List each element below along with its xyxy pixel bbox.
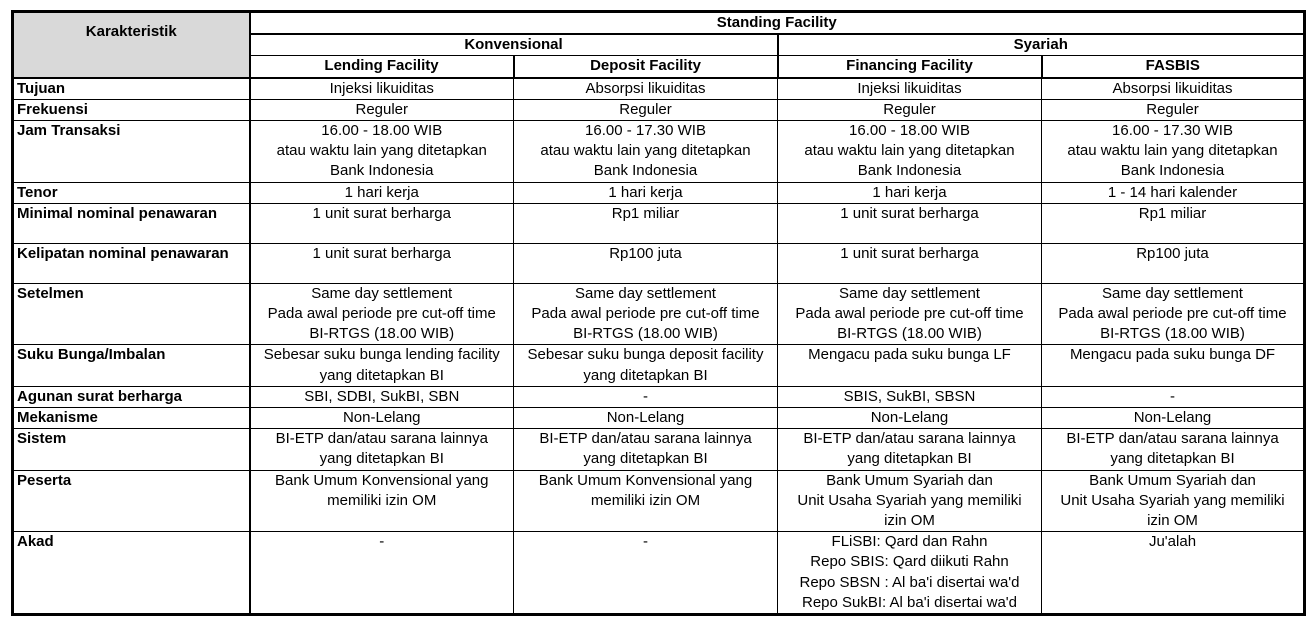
cell-line: 1 hari kerja — [872, 183, 947, 201]
cell-line: Bank Umum Konvensional yang — [275, 471, 489, 489]
table-cell — [250, 182, 514, 203]
cell-line: 1 unit surat berharga — [840, 204, 979, 222]
row-label: Jam Transaksi — [13, 121, 250, 183]
cell-line: izin OM — [1147, 512, 1198, 530]
table-cell — [250, 78, 514, 100]
table-row — [13, 429, 1305, 470]
table-cell — [514, 182, 778, 203]
column-header-financing-facility: Financing Facility — [778, 56, 1042, 78]
table-cell — [1042, 283, 1305, 345]
cell-line: BI-ETP dan/atau sarana lainnya — [803, 430, 1016, 448]
table-row — [13, 203, 1305, 243]
cell-line: 1 hari kerja — [344, 183, 419, 201]
table-cell — [514, 243, 778, 283]
table-cell — [1042, 386, 1305, 407]
row-label: Kelipatan nominal penawaran — [13, 243, 250, 283]
table-cell — [1042, 99, 1305, 120]
table-row — [13, 182, 1305, 203]
cell-line: Pada awal periode pre cut-off time — [267, 305, 496, 323]
cell-line: 1 unit surat berharga — [312, 244, 451, 262]
cell-line: yang ditetapkan BI — [319, 366, 444, 384]
column-header-lending-facility: Lending Facility — [250, 56, 514, 78]
table-cell — [778, 121, 1042, 183]
table-cell — [778, 429, 1042, 470]
cell-line: BI-RTGS (18.00 WIB) — [837, 325, 982, 343]
cell-line: Absorpsi likuiditas — [1112, 79, 1233, 97]
table-row — [13, 386, 1305, 407]
cell-line: - — [1170, 387, 1175, 405]
standing-facility-header: Standing Facility — [250, 12, 1305, 35]
table-cell — [778, 345, 1042, 386]
table-cell — [1042, 429, 1305, 470]
row-label: Tenor — [13, 182, 250, 203]
table-cell — [514, 99, 778, 120]
table-cell — [1042, 121, 1305, 183]
cell-line: BI-ETP dan/atau sarana lainnya — [275, 430, 488, 448]
table-cell — [778, 470, 1042, 532]
table-cell — [1042, 532, 1305, 615]
cell-line: yang ditetapkan BI — [847, 450, 972, 468]
table-cell — [778, 243, 1042, 283]
table-cell — [250, 429, 514, 470]
table-cell — [250, 243, 514, 283]
table-row — [13, 99, 1305, 120]
cell-line: Injeksi likuiditas — [329, 79, 434, 97]
row-label: Minimal nominal penawaran — [13, 203, 250, 243]
table-body — [13, 78, 1305, 615]
row-label: Setelmen — [13, 283, 250, 345]
cell-line: Repo SBIS: Qard diikuti Rahn — [810, 553, 1009, 571]
cell-line: Bank Indonesia — [1120, 162, 1225, 180]
row-label: Agunan surat berharga — [13, 386, 250, 407]
table-row — [13, 78, 1305, 100]
cell-line: Non-Lelang — [1133, 409, 1212, 427]
cell-line: BI-ETP dan/atau sarana lainnya — [539, 430, 752, 448]
table-cell — [514, 386, 778, 407]
cell-line: Bank Umum Syariah dan — [1089, 471, 1256, 489]
cell-line: 16.00 - 17.30 WIB — [585, 122, 706, 140]
table-cell — [250, 470, 514, 532]
table-cell — [1042, 243, 1305, 283]
cell-line: atau waktu lain yang ditetapkan — [1067, 142, 1278, 160]
table-row — [13, 121, 1305, 183]
table-cell — [514, 532, 778, 615]
cell-line: Non-Lelang — [342, 409, 421, 427]
row-label: Suku Bunga/Imbalan — [13, 345, 250, 386]
cell-line: 1 hari kerja — [608, 183, 683, 201]
cell-line: Bank Indonesia — [593, 162, 698, 180]
standing-facility-table — [11, 10, 1306, 616]
cell-line: Pada awal periode pre cut-off time — [531, 305, 760, 323]
cell-line: Absorpsi likuiditas — [585, 79, 706, 97]
cell-line: Bank Indonesia — [857, 162, 962, 180]
table-cell — [1042, 182, 1305, 203]
cell-line: Repo SukBI: Al ba'i disertai wa'd — [801, 593, 1017, 611]
cell-line: Bank Umum Syariah dan — [826, 471, 993, 489]
cell-line: SBIS, SukBI, SBSN — [843, 387, 976, 405]
row-label: Peserta — [13, 470, 250, 532]
cell-line: memiliki izin OM — [590, 491, 701, 509]
cell-line: 16.00 - 18.00 WIB — [321, 122, 443, 140]
row-label: Mekanisme — [13, 408, 250, 429]
cell-line: Mengacu pada suku bunga LF — [808, 346, 1011, 364]
column-header-deposit-facility: Deposit Facility — [514, 56, 778, 78]
table-cell — [250, 203, 514, 243]
cell-line: Ju'alah — [1148, 533, 1197, 551]
table-cell — [778, 182, 1042, 203]
cell-line: Rp1 miliar — [611, 204, 680, 222]
cell-line: - — [643, 387, 648, 405]
table-cell — [1042, 78, 1305, 100]
table-cell — [250, 283, 514, 345]
table-row — [13, 408, 1305, 429]
table-cell — [514, 408, 778, 429]
table-cell — [778, 386, 1042, 407]
cell-line: memiliki izin OM — [327, 491, 437, 509]
cell-line: Reguler — [1146, 100, 1199, 118]
cell-line: Rp100 juta — [609, 244, 682, 262]
cell-line: Same day settlement — [575, 284, 716, 302]
cell-line: Unit Usaha Syariah yang memiliki — [1060, 491, 1285, 509]
cell-line: atau waktu lain yang ditetapkan — [276, 142, 487, 160]
column-header-fasbis: FASBIS — [1042, 56, 1305, 78]
cell-line: atau waktu lain yang ditetapkan — [804, 142, 1015, 160]
cell-line: BI-RTGS (18.00 WIB) — [309, 325, 455, 343]
cell-line: atau waktu lain yang ditetapkan — [540, 142, 751, 160]
konvensional-header: Konvensional — [250, 34, 778, 56]
cell-line: Rp100 juta — [1136, 244, 1209, 262]
table-cell — [514, 345, 778, 386]
cell-line: Same day settlement — [1102, 284, 1243, 302]
cell-line: Reguler — [619, 100, 672, 118]
row-label: Akad — [13, 532, 250, 615]
cell-line: Reguler — [883, 100, 936, 118]
row-label: Tujuan — [13, 78, 250, 100]
table-row — [13, 283, 1305, 345]
cell-line: Reguler — [355, 100, 409, 118]
table-cell — [778, 532, 1042, 615]
cell-line: 1 unit surat berharga — [840, 244, 979, 262]
table-cell — [514, 78, 778, 100]
table-cell — [1042, 470, 1305, 532]
cell-line: Sebesar suku bunga lending facility — [263, 346, 500, 364]
cell-line: FLiSBI: Qard dan Rahn — [831, 533, 988, 551]
syariah-header: Syariah — [778, 34, 1305, 56]
cell-line: Non-Lelang — [870, 409, 949, 427]
table-row — [13, 243, 1305, 283]
cell-line: Bank Indonesia — [330, 162, 434, 180]
cell-line: 16.00 - 18.00 WIB — [849, 122, 970, 140]
cell-line: Injeksi likuiditas — [857, 79, 962, 97]
cell-line: izin OM — [884, 512, 935, 530]
table-cell — [514, 121, 778, 183]
table-cell — [1042, 408, 1305, 429]
cell-line: BI-RTGS (18.00 WIB) — [573, 325, 718, 343]
table-row — [13, 345, 1305, 386]
cell-line: Mengacu pada suku bunga DF — [1069, 346, 1276, 364]
cell-line: yang ditetapkan BI — [583, 450, 708, 468]
cell-line: - — [379, 533, 385, 551]
table-cell — [250, 386, 514, 407]
cell-line: yang ditetapkan BI — [319, 450, 444, 468]
cell-line: yang ditetapkan BI — [583, 366, 708, 384]
cell-line: yang ditetapkan BI — [1110, 450, 1235, 468]
table-cell — [778, 203, 1042, 243]
table-cell — [514, 203, 778, 243]
cell-line: BI-ETP dan/atau sarana lainnya — [1066, 430, 1279, 448]
cell-line: 1 - 14 hari kalender — [1107, 183, 1238, 201]
cell-line: Same day settlement — [311, 284, 453, 302]
cell-line: Bank Umum Konvensional yang — [538, 471, 753, 489]
table-cell — [778, 78, 1042, 100]
table-row — [13, 532, 1305, 615]
cell-line: Unit Usaha Syariah yang memiliki — [797, 491, 1022, 509]
cell-line: SBI, SDBI, SukBI, SBN — [304, 387, 460, 405]
row-label: Frekuensi — [13, 99, 250, 120]
cell-line: Non-Lelang — [606, 409, 685, 427]
table-cell — [250, 408, 514, 429]
table-cell — [250, 121, 514, 183]
table-cell — [778, 283, 1042, 345]
karakteristik-header: Karakteristik — [13, 12, 250, 78]
table-cell — [514, 429, 778, 470]
cell-line: Rp1 miliar — [1138, 204, 1207, 222]
cell-line: Sebesar suku bunga deposit facility — [527, 346, 764, 364]
table-cell — [1042, 345, 1305, 386]
cell-line: - — [643, 533, 648, 551]
table-cell — [250, 99, 514, 120]
cell-line: 1 unit surat berharga — [312, 204, 451, 222]
cell-line: Same day settlement — [839, 284, 980, 302]
cell-line: Pada awal periode pre cut-off time — [795, 305, 1024, 323]
table-row — [13, 470, 1305, 532]
table-cell — [514, 283, 778, 345]
cell-line: Pada awal periode pre cut-off time — [1058, 305, 1287, 323]
row-label: Sistem — [13, 429, 250, 470]
cell-line: 16.00 - 17.30 WIB — [1112, 122, 1233, 140]
table-cell — [1042, 203, 1305, 243]
table-cell — [250, 532, 514, 615]
cell-line: BI-RTGS (18.00 WIB) — [1100, 325, 1245, 343]
table-cell — [250, 345, 514, 386]
cell-line: Repo SBSN : Al ba'i disertai wa'd — [799, 573, 1020, 591]
table-cell — [514, 470, 778, 532]
table-cell — [778, 99, 1042, 120]
table-cell — [778, 408, 1042, 429]
